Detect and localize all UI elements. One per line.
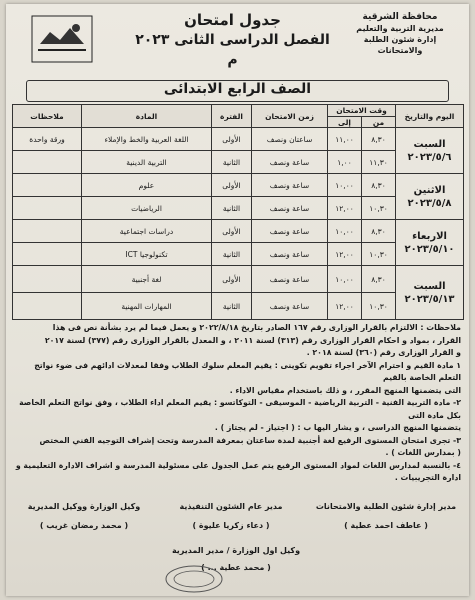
- header-day-date: اليوم والتاريخ: [396, 105, 464, 128]
- header-to: إلى: [328, 117, 362, 128]
- day-date-cell: [396, 128, 464, 174]
- remark-cell: [13, 293, 82, 320]
- subject-cell: تكنولوجيا ICT: [82, 243, 212, 266]
- to-cell: ١٠,٠٠: [328, 266, 362, 293]
- to-cell: ١٢,٠٠: [328, 243, 362, 266]
- header-remarks: ملاحظات: [13, 105, 82, 128]
- day-date: ٢٠٢٣/٥/١٠: [404, 243, 455, 255]
- header-period: الفترة: [212, 105, 252, 128]
- document-subtitle: الفصل الدراسى الثانى ٢٠٢٣ م: [135, 32, 330, 68]
- subject-cell: اللغة العربية والخط والإملاء: [82, 128, 212, 151]
- duration-cell: ساعتان ونصف: [252, 128, 328, 151]
- period-cell: الثانية: [212, 243, 252, 266]
- table-row: [13, 128, 464, 151]
- subject-cell: لغة أجنبية: [82, 266, 212, 293]
- day-date: ٢٠٢٣/٥/٦: [407, 151, 452, 163]
- duration-cell: ساعة ونصف: [252, 220, 328, 243]
- note-line: القرار ، بمواد و احكام القرار الوزارى رقم (٣١٣) لسنة ٢٠١١ ، و المعدل بالقرار الوزارى رقم (٣٧٧) لسنة ٢٠١٧: [44, 335, 461, 345]
- document-header: [12, 8, 463, 76]
- signature-title: وكيل اول الوزارة / مدير المديرية: [171, 546, 301, 555]
- note-line: ملاحظات : الالتزام بالقرار الوزارى رقم ١٦٧ الصادر بتاريخ ٢٠٢٢/٨/١٨ و يعمل فيما لم يرد بشأنة نص فى هذا: [52, 323, 461, 332]
- official-stamp-icon: [164, 564, 224, 594]
- duration-cell: ساعة ونصف: [252, 151, 328, 174]
- remark-cell: [13, 174, 82, 197]
- header-from: من: [362, 117, 396, 128]
- to-cell: ١,٠٠: [328, 151, 362, 174]
- department-name: إدارة شئون الطلبة والامتحانات: [363, 35, 437, 55]
- exam-schedule-document: [6, 4, 469, 596]
- from-cell: ٨,٣٠: [362, 128, 396, 151]
- subject-cell: المهارات المهنية: [82, 293, 212, 320]
- period-cell: الأولى: [212, 220, 252, 243]
- to-cell: ١٠,٠٠: [328, 174, 362, 197]
- period-cell: الأولى: [212, 266, 252, 293]
- exam-schedule-table: [12, 104, 464, 320]
- period-cell: الثانية: [212, 293, 252, 320]
- day-name: السبت: [413, 280, 446, 292]
- table-row: [13, 174, 464, 197]
- note-line: يتضمنها المنهج الدراسى ، و يشار اليها ب : ( اجتياز - لم يجتاز ) .: [214, 423, 461, 432]
- title-block: [132, 10, 333, 70]
- note-line: و القرار الوزارى رقم (٣٦٠) لسنة ٢٠١٨ .: [306, 348, 461, 357]
- table-row: [13, 220, 464, 243]
- to-cell: ١٠,٠٠: [328, 220, 362, 243]
- day-date: ٢٠٢٣/٥/١٣: [404, 293, 455, 305]
- signature-block: [161, 502, 301, 530]
- note-line: ( بمدارس اللغات ) .: [385, 448, 461, 457]
- note-line: ١ مادة القيم و احترام الآخر اجراء تقويم تكوينى : يقيم المعلم سلوك الطلاب وفقا لمعدلات ادائهم فى ضوء نواتج التعلم الخاصة بالقيم: [34, 360, 461, 382]
- remark-cell: [13, 266, 82, 293]
- from-cell: ٨,٣٠: [362, 220, 396, 243]
- from-cell: ١٠,٣٠: [362, 293, 396, 320]
- duration-cell: ساعة ونصف: [252, 243, 328, 266]
- signature-name: ( عاطف احمد عطية ): [344, 521, 428, 530]
- signature-name: ( محمد رمضان غريب ): [39, 521, 129, 530]
- header-subject: المادة: [82, 105, 212, 128]
- subject-cell: التربية الدينية: [82, 151, 212, 174]
- note-line: ٤- بالنسبة لمدارس اللغات لمواد المستوى الرفيع يتم عمل الجدول على مسئولية المدرسة و اشراف الادارة التعليمية و ادارة التجريبيات .: [15, 460, 461, 482]
- period-cell: الثانية: [212, 197, 252, 220]
- period-cell: الأولى: [212, 128, 252, 151]
- directorate-name: مديرية التربية والتعليم: [356, 24, 444, 33]
- signature-block: [311, 502, 461, 530]
- note-line: ٣- تجرى امتحان المستوى الرفيع لغة أجنبية لمدة ساعتان بمعرفة المدرسة وتحت إشراف التوجيه الفني المختص: [39, 435, 461, 445]
- signature-title: وكيل الوزارة ووكيل المديرية: [27, 502, 141, 511]
- from-cell: ١١,٣٠: [362, 151, 396, 174]
- day-date-cell: [396, 220, 464, 266]
- note-line: التى يتضمنها المنهج المقرر ، و ذلك باستخدام مقياس الاداء .: [229, 385, 461, 395]
- note-line: ٢- مادة التربية الفنية - التربية الرياضية - الموسيقى - التوكاتسو : يقيم المعلم اداء الطلاب ، وفق نواتج التعلم الخاصة بكل مادة التى: [19, 398, 461, 420]
- duration-cell: ساعة ونصف: [252, 266, 328, 293]
- document-title: جدول امتحان: [184, 11, 281, 29]
- grade-title: الصف الرابع الابتدائى: [26, 80, 449, 102]
- period-cell: الثانية: [212, 151, 252, 174]
- from-cell: ٨,٣٠: [362, 266, 396, 293]
- day-name: الاثنين: [413, 184, 446, 196]
- signature-name: ( محمد عطية ... ): [201, 563, 271, 572]
- duration-cell: ساعة ونصف: [252, 293, 328, 320]
- subject-cell: الرياضيات: [82, 197, 212, 220]
- signatures-section: [14, 502, 461, 592]
- period-cell: الأولى: [212, 174, 252, 197]
- remark-cell: [13, 197, 82, 220]
- header-duration: زمن الامتحان: [252, 105, 328, 128]
- from-cell: ١٠,٣٠: [362, 197, 396, 220]
- day-date-cell: [396, 174, 464, 220]
- remark-cell: ورقة واحدة: [13, 128, 82, 151]
- duration-cell: ساعة ونصف: [252, 174, 328, 197]
- ministry-logo-icon: [30, 14, 94, 64]
- subject-cell: علوم: [82, 174, 212, 197]
- to-cell: ١٢,٠٠: [328, 197, 362, 220]
- day-date-cell: [396, 266, 464, 320]
- subject-cell: دراسات اجتماعية: [82, 220, 212, 243]
- table-row: [13, 266, 464, 293]
- signature-title: مدير إدارة شئون الطلبة والامتحانات: [315, 502, 457, 511]
- to-cell: ١٢,٠٠: [328, 293, 362, 320]
- day-date: ٢٠٢٣/٥/٨: [407, 197, 452, 209]
- from-cell: ١٠,٣٠: [362, 243, 396, 266]
- duration-cell: ساعة ونصف: [252, 197, 328, 220]
- signature-block: [14, 502, 154, 530]
- day-name: السبت: [413, 138, 446, 150]
- notes-section: [14, 322, 461, 485]
- remark-cell: [13, 220, 82, 243]
- signature-name: ( دعاء زكريا عليوة ): [192, 521, 270, 530]
- header-exam-time: وقت الامتحان: [328, 105, 396, 117]
- governorate-block: [341, 12, 459, 56]
- signature-title: مدير عام الشئون التنفيذية: [179, 502, 283, 511]
- day-name: الاربعاء: [412, 230, 447, 242]
- remark-cell: [13, 243, 82, 266]
- remark-cell: [13, 151, 82, 174]
- to-cell: ١١,٠٠: [328, 128, 362, 151]
- from-cell: ٨,٣٠: [362, 174, 396, 197]
- governorate-name: محافظة الشرقية: [362, 12, 438, 22]
